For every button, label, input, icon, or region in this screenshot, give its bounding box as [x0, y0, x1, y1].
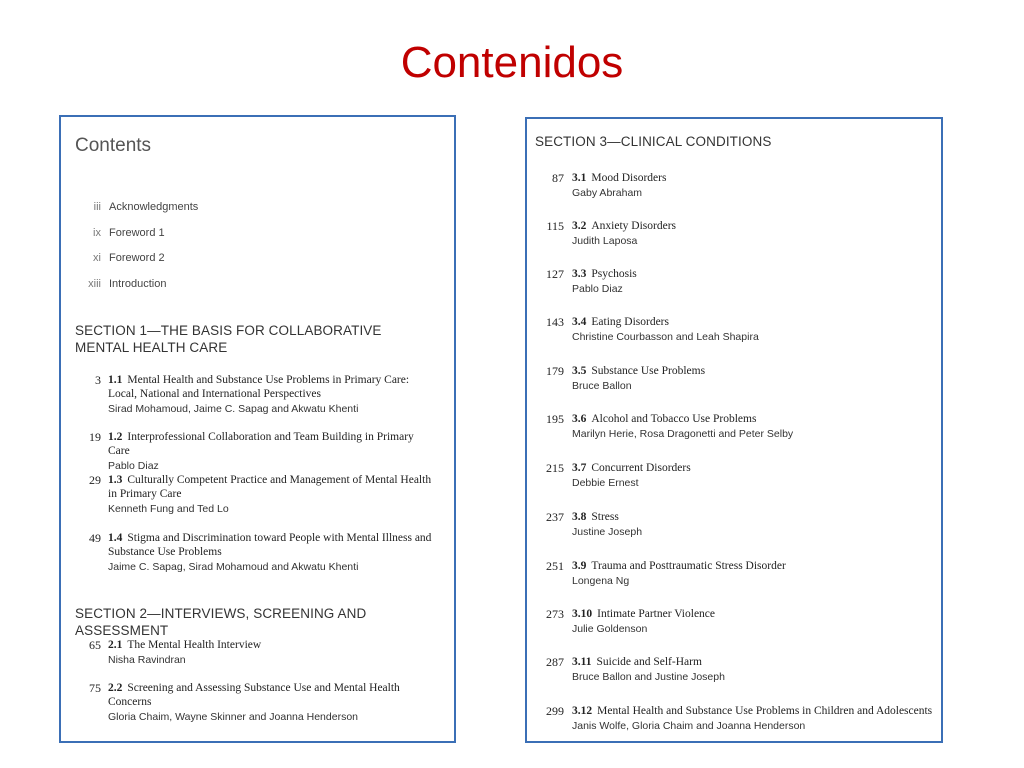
- chapter-authors: Justine Joseph: [572, 526, 643, 538]
- page-number: 29: [89, 473, 101, 487]
- chapter-number: 3.5: [572, 365, 587, 377]
- chapter-authors: Christine Courbasson and Leah Shapira: [572, 331, 759, 343]
- chapter-authors: Debbie Ernest: [572, 477, 639, 489]
- chapter-number: 3.4: [572, 316, 587, 328]
- front-matter-item: [61, 227, 165, 239]
- page-number: 19: [89, 430, 101, 444]
- chapter-number: 1.4: [108, 532, 123, 544]
- chapter-title: Intimate Partner Violence: [597, 608, 716, 620]
- page-number: 127: [546, 267, 564, 281]
- front-matter-item: [61, 201, 198, 213]
- page-number: 49: [89, 531, 101, 545]
- chapter-title: Anxiety Disorders: [591, 220, 677, 232]
- page-number: 115: [546, 219, 564, 233]
- chapter-number: 3.12: [572, 705, 593, 717]
- contents-panel-left: [59, 115, 456, 743]
- chapter-authors: Pablo Diaz: [572, 283, 623, 295]
- front-matter-label: Introduction: [109, 278, 167, 290]
- chapter-number: 2.1: [108, 639, 123, 651]
- chapter-title: Suicide and Self-Harm: [596, 656, 702, 668]
- front-matter-item: [61, 278, 166, 290]
- page-number: xiii: [88, 278, 101, 290]
- chapter-title: Psychosis: [591, 268, 637, 280]
- chapter-authors: Judith Laposa: [572, 235, 638, 247]
- chapter-title: Alcohol and Tobacco Use Problems: [591, 413, 757, 425]
- contents-panel-right: [525, 117, 943, 743]
- page-number: 215: [546, 461, 564, 475]
- chapter-title: Eating Disorders: [591, 316, 669, 328]
- page-number: 195: [546, 412, 564, 426]
- chapter-authors: Marilyn Herie, Rosa Dragonetti and Peter Selby: [572, 428, 794, 440]
- chapter-number: 3.10: [572, 608, 593, 620]
- chapter-title: Screening and Assessing Substance Use and Mental Health Concerns: [108, 682, 400, 708]
- chapter-title: Trauma and Posttraumatic Stress Disorder: [591, 560, 786, 572]
- chapter-title: Stress: [591, 511, 619, 523]
- page-number: 251: [546, 559, 564, 573]
- chapter-title: Mood Disorders: [591, 172, 667, 184]
- chapter-number: 1.1: [108, 374, 123, 386]
- page-number: 65: [89, 638, 101, 652]
- chapter-title: Concurrent Disorders: [591, 462, 691, 474]
- chapter-number: 2.2: [108, 682, 123, 694]
- chapter-authors: Bruce Ballon and Justine Joseph: [572, 671, 725, 683]
- chapter-title: Stigma and Discrimination toward People with Mental Illness and Substance Use Problems: [108, 532, 432, 558]
- page-number: 3: [95, 373, 101, 387]
- chapter-authors: Jaime C. Sapag, Sirad Mohamoud and Akwatu Khenti: [108, 561, 359, 573]
- chapter-authors: Nisha Ravindran: [108, 654, 186, 666]
- front-matter-label: Foreword 1: [109, 227, 165, 239]
- chapter-authors: Pablo Diaz: [108, 460, 159, 472]
- page-number: 287: [546, 655, 564, 669]
- chapter-authors: Bruce Ballon: [572, 380, 632, 392]
- page-number: xi: [93, 252, 101, 264]
- chapter-number: 3.9: [572, 560, 587, 572]
- page-number: 87: [552, 171, 564, 185]
- chapter-authors: Gaby Abraham: [572, 187, 643, 199]
- chapter-title: Culturally Competent Practice and Management of Mental Health in Primary Care: [108, 474, 432, 500]
- section-3-heading: SECTION 3—CLINICAL CONDITIONS: [535, 134, 772, 149]
- page-number: 143: [546, 315, 564, 329]
- chapter-number: 1.2: [108, 431, 123, 443]
- chapter-number: 3.6: [572, 413, 587, 425]
- page-number: iii: [93, 201, 101, 213]
- page-number: ix: [93, 227, 101, 239]
- chapter-title: The Mental Health Interview: [127, 639, 262, 651]
- section-1-heading: SECTION 1—THE BASIS FOR COLLABORATIVE MENTAL HEALTH CARE: [75, 323, 382, 355]
- front-matter-item: [61, 252, 165, 264]
- chapter-authors: Janis Wolfe, Gloria Chaim and Joanna Henderson: [572, 720, 806, 732]
- page-number: 179: [546, 364, 564, 378]
- chapter-authors: Sirad Mohamoud, Jaime C. Sapag and Akwatu Khenti: [108, 403, 359, 415]
- chapter-authors: Longena Ng: [572, 575, 630, 587]
- chapter-number: 1.3: [108, 474, 123, 486]
- page-number: 273: [546, 607, 564, 621]
- page-number: 237: [546, 510, 564, 524]
- chapter-number: 3.1: [572, 172, 587, 184]
- contents-heading: Contents: [75, 135, 152, 156]
- chapter-number: 3.11: [572, 656, 592, 668]
- chapter-number: 3.8: [572, 511, 587, 523]
- chapter-number: 3.7: [572, 462, 587, 474]
- chapter-title: Mental Health and Substance Use Problems in Primary Care: Local, National and International Perspectives: [108, 374, 410, 400]
- chapter-authors: Julie Goldenson: [572, 623, 648, 635]
- section-2-heading: SECTION 2—INTERVIEWS, SCREENING AND ASSESSMENT: [75, 606, 367, 638]
- slide-title: Contenidos: [400, 38, 624, 87]
- chapter-number: 3.2: [572, 220, 587, 232]
- page-number: 299: [546, 704, 564, 718]
- chapter-authors: Gloria Chaim, Wayne Skinner and Joanna Henderson: [108, 711, 358, 723]
- front-matter-label: Acknowledgments: [109, 201, 199, 213]
- chapter-title: Mental Health and Substance Use Problems in Children and Adolescents: [597, 705, 933, 717]
- page-number: 75: [89, 681, 101, 695]
- chapter-number: 3.3: [572, 268, 587, 280]
- front-matter-label: Foreword 2: [109, 252, 165, 264]
- chapter-authors: Kenneth Fung and Ted Lo: [108, 503, 229, 515]
- chapter-title: Substance Use Problems: [591, 365, 706, 377]
- chapter-title: Interprofessional Collaboration and Team Building in Primary Care: [108, 431, 414, 457]
